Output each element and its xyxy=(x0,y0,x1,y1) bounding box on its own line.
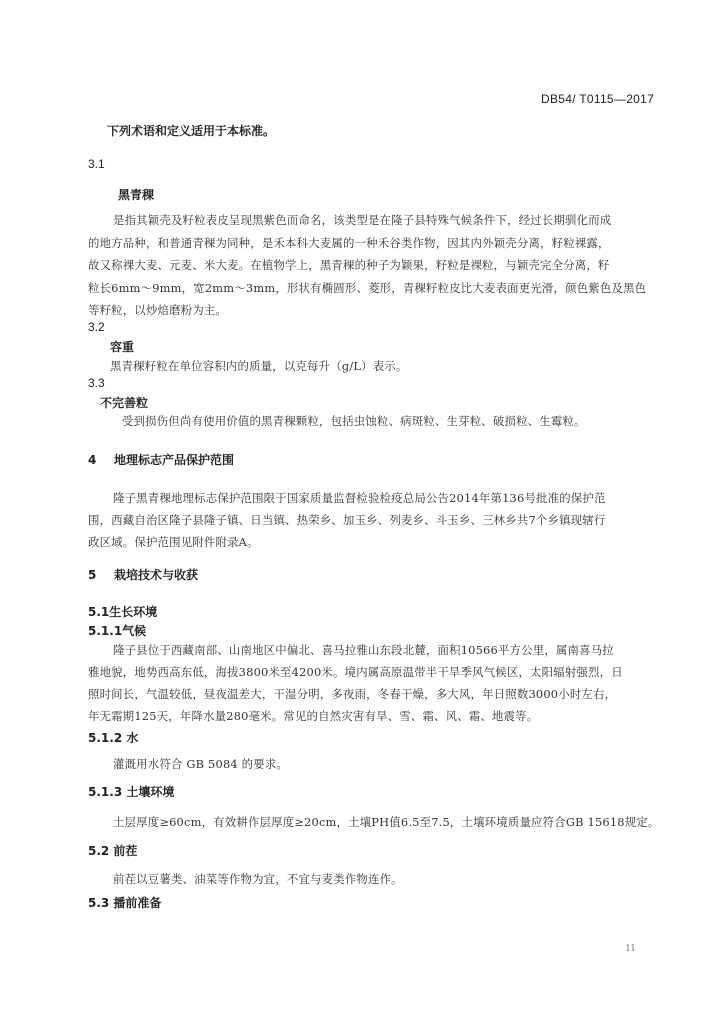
term-definition-line: 黑青稞籽粒在单位容积内的质量，以克每升（g/L）表示。 xyxy=(110,359,408,373)
section-number: 4 xyxy=(88,453,97,467)
paragraph-line: 年无霜期125天，年降水量280毫米。常见的自然灾害有旱、雪、霜、风、霜、地震等。 xyxy=(88,709,539,723)
subsection-heading: 5.1生长环境 xyxy=(88,605,158,619)
term-number: 3.1 xyxy=(88,157,105,171)
paragraph-line: 前茬以豆薯类、油菜等作物为宜，不宜与麦类作物连作。 xyxy=(113,872,403,886)
section-title: 地理标志产品保护范围 xyxy=(114,453,235,467)
section-heading xyxy=(88,451,234,468)
term-number: 3.3 xyxy=(88,376,105,390)
paragraph-line: 土层厚度≥60cm，有效耕作层厚度≥20cm，土壤PH值6.5至7.5，土壤环境质量应符合GB 15618规定。 xyxy=(113,815,660,829)
term-definition-line: 故又称裸大麦、元麦、米大麦。在植物学上，黑青稞的种子为颖果，籽粒是裸粒，与颖壳完全分离，籽 xyxy=(88,258,610,272)
intro-sentence: 下列术语和定义适用于本标准。 xyxy=(107,124,276,138)
term-definition-line: 粒长6mm～9mm，宽2mm～3mm，形状有椭圆形、菱形，青稞籽粒皮比大麦表面更光滑，颜色紫色及黑色 xyxy=(88,281,647,295)
page-number: 11 xyxy=(625,942,636,954)
section-number: 5 xyxy=(88,568,97,582)
section-title: 栽培技术与收获 xyxy=(114,568,199,582)
paragraph-line: 隆子黑青稞地理标志保护范围限于国家质量监督检验检疫总局公告2014年第136号批准的保护范 xyxy=(113,491,606,505)
term-definition-line: 的地方品种，和普通青稞为同种，是禾本科大麦属的一种禾谷类作物，因其内外颖壳分离，籽粒裸露， xyxy=(88,236,610,250)
term-definition-line: 是指其颖壳及籽粒表皮呈现黑紫色而命名，该类型是在隆子县特殊气候条件下，经过长期驯化而成 xyxy=(113,213,612,227)
term-definition-line: 等籽粒，以炒焙磨粉为主。 xyxy=(88,303,228,317)
subsection-heading: 5.1.2 水 xyxy=(88,731,139,745)
paragraph-line: 照时间长，气温较低，昼夜温差大，干湿分明，多夜雨，冬春干燥，多大风，年日照数3000小时左右， xyxy=(88,687,617,701)
paragraph-line: 围，西藏自治区隆子县隆子镇、日当镇、热荣乡、加玉乡、列麦乡、斗玉乡、三林乡共7个乡镇现辖行 xyxy=(88,513,606,527)
term-number: 3.2 xyxy=(88,320,105,334)
section-heading xyxy=(88,566,198,583)
term-title: 容重 xyxy=(110,340,135,354)
paragraph-line: 雅地貌，地势西高东低，海拔3800米至4200米。境内属高原温带半干旱季风气候区，太阳辐射强烈，日 xyxy=(88,665,623,679)
subsection-heading: 5.2 前茬 xyxy=(88,844,138,858)
subsection-heading: 5.1.3 土壤环境 xyxy=(88,785,175,799)
paragraph-line: 政区域。保护范围见附件附录A。 xyxy=(88,535,259,549)
paragraph-line: 隆子县位于西藏南部、山南地区中偏北、喜马拉雅山东段北麓，面积10566平方公里，属南喜马拉 xyxy=(113,643,614,657)
term-definition-line: 受到损伤但尚有使用价值的黑青稞颗粒，包括虫蚀粒、病斑粒、生芽粒、破损粒、生霉粒。 xyxy=(122,414,586,428)
document-code-header: DB54/ T0115—2017 xyxy=(541,92,655,106)
subsection-heading: 5.1.1气候 xyxy=(88,624,147,638)
term-title: 不完善粒 xyxy=(100,396,149,410)
term-title: 黑青稞 xyxy=(118,188,155,202)
paragraph-line: 灌溉用水符合 GB 5084 的要求。 xyxy=(113,757,289,771)
subsection-heading: 5.3 播前准备 xyxy=(88,896,162,910)
